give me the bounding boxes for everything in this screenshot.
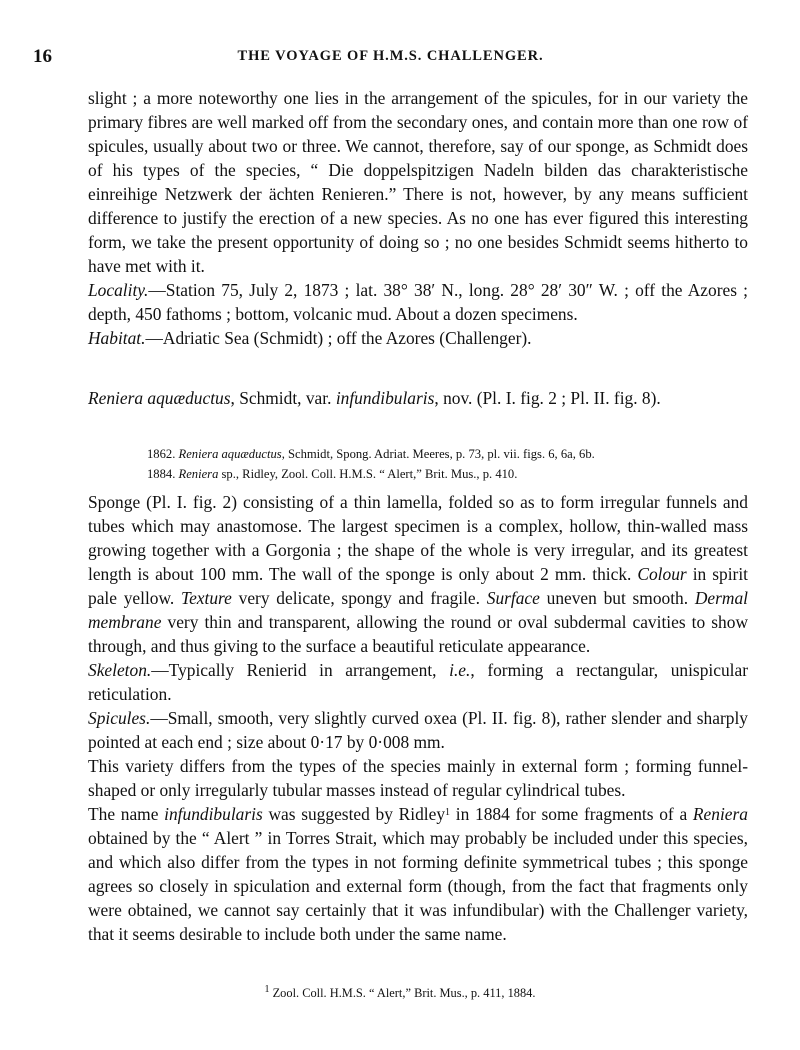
page-number: 16 <box>33 46 52 67</box>
intro-paragraph-block <box>88 86 748 350</box>
description-block <box>88 490 748 946</box>
species-heading-rest: , nov. (Pl. I. fig. 2 ; Pl. II. fig. 8). <box>434 388 661 408</box>
skeleton-paragraph <box>88 658 748 706</box>
species-authority: , Schmidt, var. <box>230 388 336 408</box>
habitat-paragraph <box>88 326 748 350</box>
synonymy-reference: , Schmidt, Spong. Adriat. Meeres, p. 73, pl. vii. figs. 6, 6a, 6b. <box>281 447 595 461</box>
synonymy-list <box>147 444 747 484</box>
colour-text: in spirit pale yellow. <box>88 564 748 608</box>
synonymy-year: 1884. <box>147 467 176 481</box>
skeleton-text: —Typically Renierid in arrangement, <box>151 660 450 680</box>
description-paragraph <box>88 490 748 658</box>
habitat-label: Habitat. <box>88 328 146 348</box>
spicules-paragraph <box>88 706 748 754</box>
name-note-text: in 1884 for some fragments of a <box>450 804 693 824</box>
synonymy-entry <box>147 464 747 484</box>
spicules-label: Spicules. <box>88 708 151 728</box>
skeleton-ie: i.e. <box>449 660 471 680</box>
synonymy-entry <box>147 444 747 464</box>
surface-text: uneven but smooth. <box>539 588 695 608</box>
species-heading-block <box>88 386 748 410</box>
synonymy-name: Reniera aquæductus <box>178 447 282 461</box>
footnote <box>0 986 800 1001</box>
dermal-text: very thin and transparent, allowing the round or oval subdermal cavities to show through, and thus giving to the surface a beautiful reticulate appearance. <box>88 612 748 656</box>
footnote-marker: 1 <box>264 984 270 995</box>
name-note-text: The name <box>88 804 165 824</box>
texture-label: Texture <box>181 588 232 608</box>
locality-paragraph <box>88 278 748 326</box>
synonymy-year: 1862. <box>147 447 176 461</box>
locality-text: —Station 75, July 2, 1873 ; lat. 38° 38′ N., long. 28° 28′ 30″ W. ; off the Azores ; depth, 450 fathoms ; bottom, volcanic mud. About a dozen specimens. <box>88 280 748 324</box>
running-header <box>33 46 748 68</box>
locality-label: Locality. <box>88 280 149 300</box>
synonymy-name: Reniera <box>178 467 219 481</box>
habitat-text: —Adriatic Sea (Schmidt) ; off the Azores (Challenger). <box>145 328 532 348</box>
name-note-text: was suggested by Ridley <box>262 804 446 824</box>
footnote-text: Zool. Coll. H.M.S. “ Alert,” Brit. Mus., p. 411, 1884. <box>269 986 536 1000</box>
surface-label: Surface <box>486 588 540 608</box>
colour-label: Colour <box>637 564 687 584</box>
spicules-text: —Small, smooth, very slightly curved oxea (Pl. II. fig. 8), rather slender and sharply pointed at each end ; size about 0·17 by 0·008 mm. <box>88 708 748 752</box>
description-text: Sponge (Pl. I. fig. 2) consisting of a thin lamella, folded so as to form irregular funnels and tubes which may anastomose. The largest specimen is a complex, hollow, thin-walled mass growing together with a Gorgonia ; the shape of the whole is very irregular, and its greatest length is about 100 mm. The wall of the sponge is only about 2 mm. thick. <box>88 492 748 584</box>
intro-paragraph: slight ; a more noteworthy one lies in the arrangement of the spicules, for in our variety the primary fibres are well marked off from the secondary ones, and contain more than one row of spicules, usually about two or three. We cannot, therefore, say of our sponge, as Schmidt does of his types of the species, “ Die doppelspitzigen Nadeln bilden das charakteristische einreihige Netzwerk der ächten Renieren.” There is not, however, by any means sufficient difference to justify the erection of a new species. As no one has ever figured this interesting form, we take the present opportunity of doing so ; no one besides Schmidt seems hitherto to have met with it. <box>88 88 748 276</box>
name-note-paragraph <box>88 802 748 946</box>
species-heading <box>88 386 748 410</box>
name-note-genus: Reniera <box>692 804 748 824</box>
species-name: Reniera aquæductus <box>88 388 231 408</box>
name-note-text: obtained by the “ Alert ” in Torres Strait, which may probably be included under this species, and which also differ from the types in not forming definite symmetrical tubes ; this sponge agrees so closely in spiculation and external form (though, from the fact that fragments only were obtained, we cannot say certainly that it was infundibular) with the Challenger variety, that it seems desirable to include both under the same name. <box>88 828 748 944</box>
variety-note-paragraph: This variety differs from the types of the species mainly in external form ; forming funnel-shaped or only irregularly tubular masses instead of regular cylindrical tubes. <box>88 756 748 800</box>
skeleton-label: Skeleton. <box>88 660 152 680</box>
texture-text: very delicate, spongy and fragile. <box>231 588 487 608</box>
dermal-label: Dermal membrane <box>88 588 748 632</box>
footnote-marker: 1 <box>445 807 451 818</box>
synonymy-reference: sp., Ridley, Zool. Coll. H.M.S. “ Alert,” Brit. Mus., p. 410. <box>218 467 518 481</box>
running-title: THE VOYAGE OF H.M.S. CHALLENGER. <box>237 48 544 64</box>
skeleton-text-end: , forming a rectangular, unispicular reticulation. <box>88 660 748 704</box>
variety-name: infundibularis <box>335 388 435 408</box>
name-note-name: infundibularis <box>164 804 263 824</box>
